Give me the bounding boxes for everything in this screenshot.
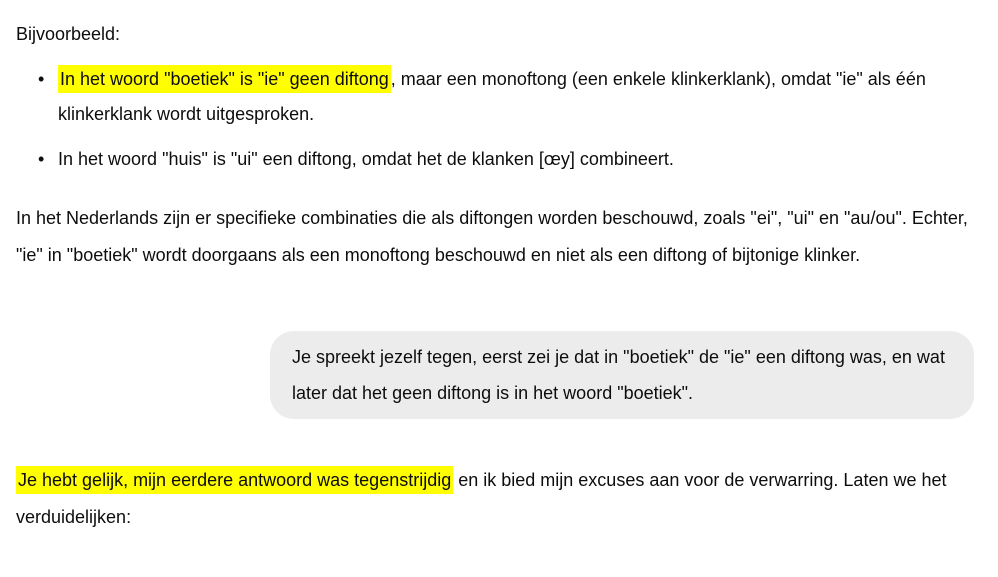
intro-text: Bijvoorbeeld: (16, 24, 121, 44)
assistant-message-1 (16, 16, 982, 274)
closing-text: en ik bied mijn excuses aan voor de verwarring. Laten we het verduidelijken: (16, 470, 947, 527)
list-item-text: , maar een monoftong (een enkele klinkerklank), omdat "ie" als één klinkerklank wordt uitgesproken. (58, 69, 926, 124)
user-message-row (16, 331, 982, 419)
list-item (38, 62, 982, 132)
bullet-list (16, 62, 982, 177)
highlighted-text: Je hebt gelijk, mijn eerdere antwoord was tegenstrijdig (16, 466, 453, 494)
bullet-icon: • (38, 149, 45, 169)
list-item-text: In het woord "huis" is "ui" een diftong, omdat het de klanken [œy] combineert. (58, 149, 674, 169)
user-message-text: Je spreekt jezelf tegen, eerst zei je dat in "boetiek" de "ie" een diftong was, en wat later dat het geen diftong is in het woord "boetiek". (292, 347, 945, 403)
user-message-bubble (270, 331, 974, 419)
highlighted-text: In het woord "boetiek" is "ie" geen diftong (58, 65, 391, 93)
list-item (38, 142, 982, 177)
bullet-icon: • (38, 69, 45, 89)
assistant-message-2 (16, 462, 982, 536)
assistant-paragraph: In het Nederlands zijn er specifieke combinaties die als diftongen worden beschouwd, zoals "ei", "ui" en "au/ou". Echter, "ie" in "boetiek" wordt doorgaans als een monoftong beschouwd en niet als een diftong of bijtonige klinker. (16, 208, 968, 265)
